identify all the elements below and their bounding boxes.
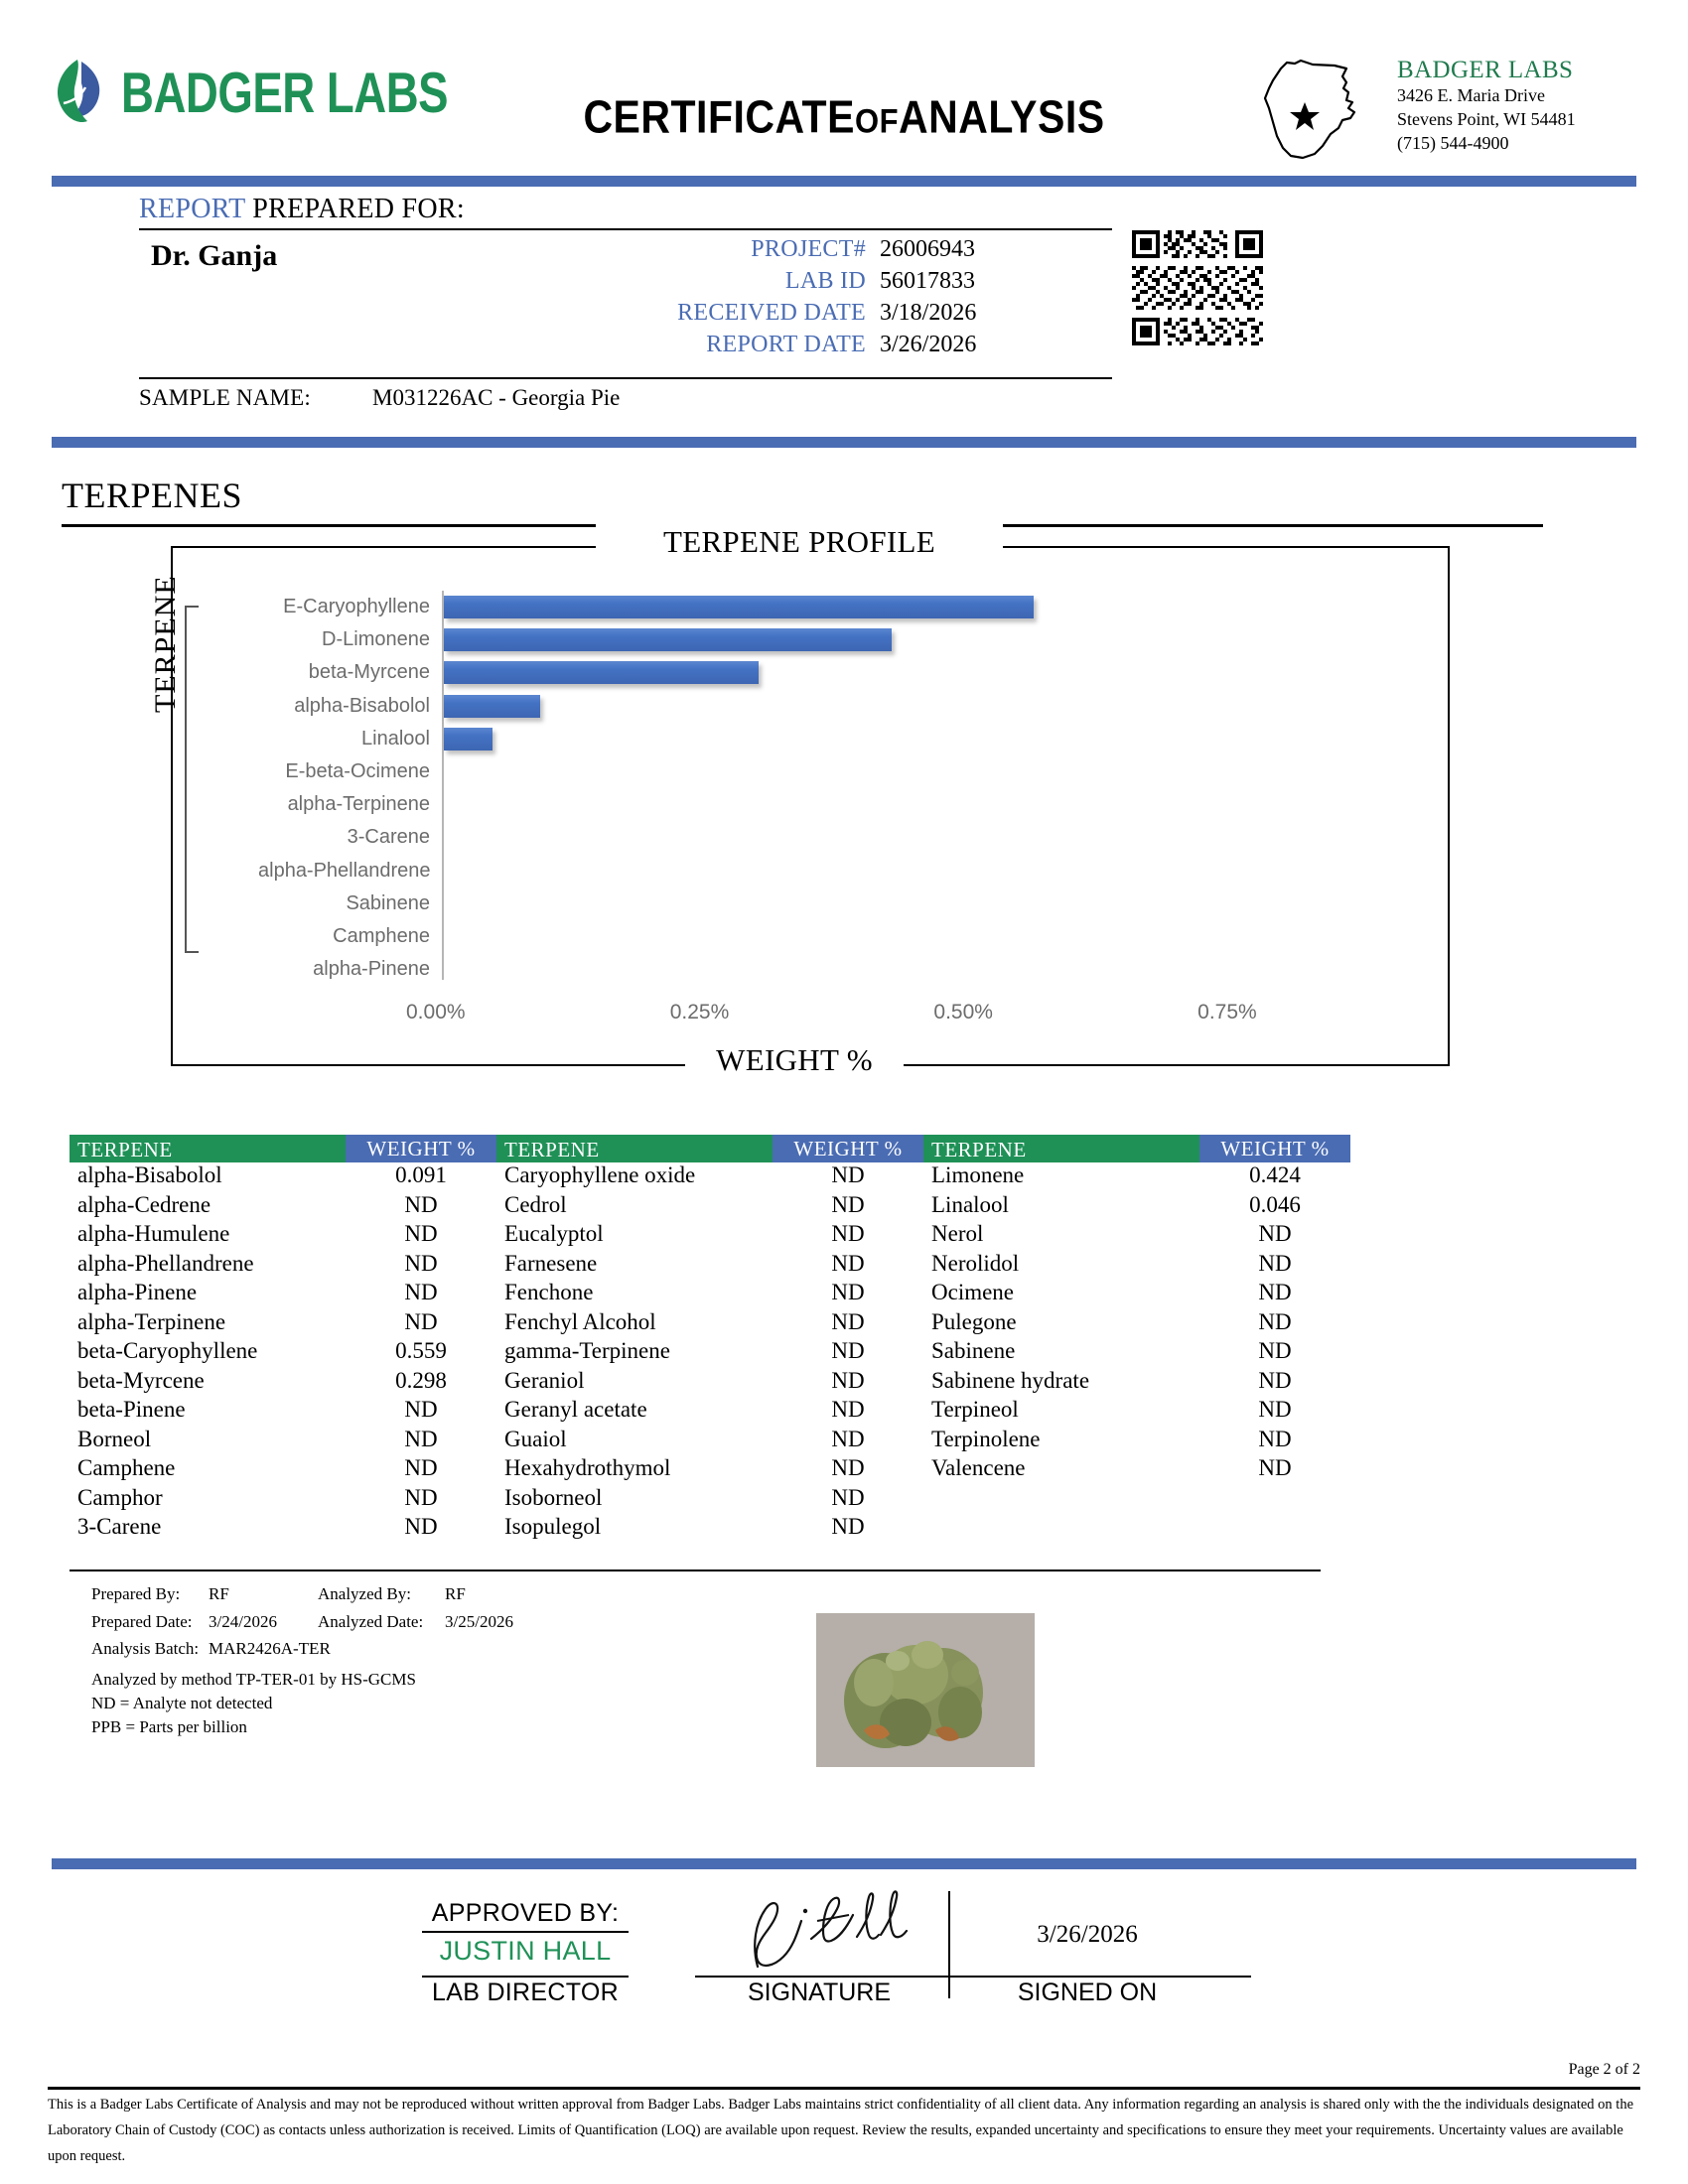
- table-bottom-rule: [70, 1570, 1321, 1571]
- cell-terpene-name: Caryophyllene oxide: [504, 1162, 696, 1187]
- meta-row: [596, 332, 976, 363]
- sample-photo: [816, 1613, 1035, 1767]
- cell-terpene-name: alpha-Cedrene: [77, 1191, 211, 1217]
- cell-weight-value: 0.559: [395, 1338, 447, 1363]
- note-label-batch: Analysis Batch:: [91, 1639, 200, 1659]
- chart-x-tick-labels: [258, 1001, 1390, 1030]
- chart-bar-row: [258, 690, 1390, 723]
- table-row: [70, 1397, 1350, 1427]
- meta-row: [596, 268, 976, 300]
- cell-weight-value: ND: [404, 1308, 438, 1334]
- cell-weight-value: ND: [831, 1308, 865, 1334]
- chart-x-axis-title: WEIGHT %: [685, 1042, 904, 1078]
- sample-name-rule: [139, 377, 1112, 379]
- chart-bar-row: [258, 953, 1390, 986]
- cell-weight-value: ND: [1258, 1338, 1292, 1363]
- chart-x-tick: 0.00%: [406, 1001, 466, 1024]
- meta-row: [596, 300, 976, 332]
- chart-category-label: Camphene: [333, 925, 430, 947]
- cell-weight-value: ND: [831, 1338, 865, 1363]
- chart-bar-row: [258, 788, 1390, 821]
- cell-weight-value: 0.046: [1249, 1191, 1301, 1217]
- cell-weight-value: ND: [831, 1367, 865, 1393]
- chart-bar: [444, 695, 540, 718]
- column-header-weight: WEIGHT %: [346, 1135, 496, 1162]
- cell-terpene-name: gamma-Terpinene: [504, 1338, 670, 1363]
- cell-terpene-name: Nerolidol: [931, 1250, 1020, 1276]
- cell-terpene-name: Sabinene hydrate: [931, 1367, 1090, 1393]
- title-word-analysis: ANALYSIS: [899, 91, 1105, 143]
- chart-category-label: E-beta-Ocimene: [285, 760, 430, 782]
- table-row: [70, 1455, 1350, 1485]
- meta-label-received-date: RECEIVED DATE: [677, 300, 866, 326]
- approved-by-label: APPROVED BY:: [431, 1899, 620, 1927]
- cell-terpene-name: Cedrol: [504, 1191, 567, 1217]
- chart-frame-top-left: [171, 546, 598, 548]
- cell-weight-value: ND: [831, 1455, 865, 1480]
- chart-category-label: alpha-Pinene: [313, 958, 430, 981]
- chart-bar-row: [258, 755, 1390, 788]
- signature-label: SIGNATURE: [748, 1979, 891, 2006]
- meta-value-received-date: 3/18/2026: [880, 300, 977, 326]
- cell-weight-value: ND: [404, 1280, 438, 1304]
- cell-terpene-name: Guaiol: [504, 1426, 567, 1451]
- prepared-for-rule: [139, 228, 1112, 230]
- cell-terpene-name: Pulegone: [931, 1308, 1017, 1334]
- cell-weight-value: ND: [1258, 1280, 1292, 1304]
- cell-weight-value: ND: [1258, 1455, 1292, 1480]
- signature-divider: [948, 1891, 950, 1998]
- chart-category-label: D-Limonene: [322, 628, 430, 651]
- chart-category-label: alpha-Bisabolol: [294, 694, 430, 717]
- meta-row: [596, 236, 976, 268]
- note-value-analyzed-date: 3/25/2026: [445, 1611, 513, 1631]
- qr-code[interactable]: [1132, 230, 1283, 357]
- cell-terpene-name: Camphene: [77, 1455, 176, 1480]
- header-divider-bar: [52, 176, 1636, 187]
- cell-terpene-name: Sabinene: [931, 1338, 1016, 1363]
- prepared-for-heading: [139, 194, 1112, 225]
- cell-weight-value: ND: [404, 1397, 438, 1422]
- table-row: [70, 1514, 1350, 1544]
- meta-value-project: 26006943: [880, 236, 975, 262]
- chart-category-label: alpha-Phellandrene: [258, 859, 431, 882]
- cell-terpene-name: alpha-Pinene: [77, 1280, 198, 1304]
- cell-terpene-name: alpha-Phellandrene: [77, 1250, 254, 1276]
- terpene-results-table: [70, 1135, 1350, 1544]
- chart-bar-row: [258, 821, 1390, 854]
- column-header-terpene: TERPENE: [496, 1135, 773, 1162]
- column-header-weight: WEIGHT %: [1199, 1135, 1350, 1162]
- note-row-batch: [91, 1635, 513, 1663]
- meta-value-report-date: 3/26/2026: [880, 332, 977, 357]
- cell-weight-value: ND: [404, 1426, 438, 1451]
- chart-frame-top-right: [1003, 546, 1450, 548]
- chart-category-label: Linalool: [361, 727, 430, 750]
- note-row-prepared-date: [91, 1608, 513, 1636]
- chart-bar-row: [258, 723, 1390, 755]
- prepared-for-word-report: REPORT: [139, 194, 245, 224]
- table-row: [70, 1485, 1350, 1515]
- cell-terpene-name: alpha-Terpinene: [77, 1308, 226, 1334]
- table-header-group-2: [496, 1135, 923, 1162]
- table-row: [70, 1162, 1350, 1192]
- cell-terpene-name: 3-Carene: [77, 1514, 162, 1539]
- title-word-of: OF: [854, 101, 900, 141]
- table-header-group-1: [70, 1135, 496, 1162]
- chart-category-label: E-Caryophyllene: [283, 596, 430, 617]
- address-line-1: 3426 E. Maria Drive: [1397, 85, 1545, 105]
- cell-terpene-name: alpha-Bisabolol: [77, 1162, 222, 1187]
- meta-label-report-date: REPORT DATE: [706, 332, 866, 357]
- table-row: [70, 1368, 1350, 1398]
- table-row: [70, 1309, 1350, 1339]
- chart-bar-row: [258, 920, 1390, 953]
- address-line-2: Stevens Point, WI 54481: [1397, 108, 1576, 129]
- note-value-analyzed-by: RF: [445, 1584, 466, 1603]
- chart-y-axis-title: TERPENE: [149, 575, 182, 713]
- signed-on-label: SIGNED ON: [1017, 1979, 1158, 2006]
- cell-weight-value: ND: [1258, 1308, 1292, 1334]
- note-value-prepared-by: RF: [209, 1584, 229, 1603]
- cell-weight-value: ND: [404, 1191, 438, 1217]
- sample-name-row: [139, 385, 620, 411]
- cell-terpene-name: Eucalyptol: [504, 1221, 604, 1246]
- cell-terpene-name: Borneol: [77, 1426, 152, 1451]
- chart-bar: [444, 661, 759, 684]
- section-heading-terpenes: TERPENES: [62, 476, 243, 515]
- chart-x-tick: 0.75%: [1197, 1001, 1257, 1024]
- y-axis-bracket-top: [185, 606, 199, 608]
- cell-weight-value: ND: [1258, 1221, 1292, 1246]
- note-row-prepared-by: [91, 1580, 513, 1608]
- chart-title: TERPENE PROFILE: [596, 524, 1003, 560]
- chart-bar-row: [258, 855, 1390, 887]
- y-axis-bracket: [185, 606, 187, 953]
- note-ppb-definition: PPB = Parts per billion: [91, 1717, 247, 1737]
- cell-terpene-name: Fenchone: [504, 1280, 594, 1304]
- table-row: [70, 1251, 1350, 1281]
- meta-label-lab-id: LAB ID: [784, 268, 866, 294]
- brand-name: BADGER LABS: [121, 62, 449, 125]
- cell-weight-value: ND: [831, 1484, 865, 1510]
- cell-weight-value: 0.298: [395, 1367, 447, 1393]
- cell-terpene-name: Nerol: [931, 1221, 984, 1246]
- cell-weight-value: ND: [831, 1191, 865, 1217]
- cell-terpene-name: Terpineol: [931, 1397, 1019, 1422]
- note-label-analyzed-by: Analyzed By:: [318, 1584, 411, 1603]
- column-header-terpene: TERPENE: [923, 1135, 1199, 1162]
- cell-weight-value: ND: [831, 1514, 865, 1539]
- column-header-terpene: TERPENE: [70, 1135, 346, 1162]
- cell-weight-value: ND: [1258, 1367, 1292, 1393]
- chart-x-tick: 0.25%: [669, 1001, 730, 1024]
- cell-terpene-name: alpha-Humulene: [77, 1221, 230, 1246]
- analysis-definitions-block: [91, 1668, 416, 1739]
- page-number: Page 2 of 2: [1568, 2061, 1640, 2078]
- table-row: [70, 1221, 1350, 1251]
- approval-divider-bar: [52, 1858, 1636, 1869]
- chart-category-label: Sabinene: [346, 891, 430, 914]
- title-word-certificate: CERTIFICATE: [583, 91, 855, 143]
- cell-terpene-name: Linalool: [931, 1191, 1009, 1217]
- table-header-group-3: [923, 1135, 1350, 1162]
- cell-terpene-name: Isoborneol: [504, 1484, 603, 1510]
- sample-name-value: M031226AC - Georgia Pie: [372, 385, 621, 410]
- chart-x-tick: 0.50%: [933, 1001, 993, 1024]
- note-nd-definition: ND = Analyte not detected: [91, 1694, 273, 1713]
- cell-terpene-name: Fenchyl Alcohol: [504, 1308, 656, 1334]
- table-row: [70, 1280, 1350, 1309]
- cell-weight-value: ND: [404, 1250, 438, 1276]
- footer-rule: [48, 2087, 1640, 2090]
- cell-terpene-name: Hexahydrothymol: [504, 1455, 671, 1480]
- lab-name: BADGER LABS: [1397, 57, 1574, 83]
- table-header-row: [70, 1135, 1350, 1162]
- chart-bar: [444, 596, 1034, 618]
- cell-terpene-name: Camphor: [77, 1484, 163, 1510]
- lab-phone: (715) 544-4900: [1397, 132, 1509, 153]
- cell-weight-value: ND: [1258, 1397, 1292, 1422]
- cell-terpene-name: Valencene: [931, 1455, 1026, 1480]
- sample-name-label: SAMPLE NAME:: [139, 385, 312, 410]
- table-body: [70, 1162, 1350, 1544]
- cell-weight-value: ND: [404, 1221, 438, 1246]
- cell-weight-value: 0.424: [1249, 1162, 1301, 1187]
- chart-bar-row: [258, 591, 1390, 623]
- chart-category-label: alpha-Terpinene: [287, 793, 430, 816]
- document-header: [0, 0, 1688, 179]
- approver-role: LAB DIRECTOR: [432, 1979, 619, 2006]
- y-axis-bracket-bottom: [185, 951, 199, 953]
- chart-category-label: beta-Myrcene: [308, 661, 430, 684]
- chart-bar: [444, 728, 492, 751]
- cell-weight-value: 0.091: [395, 1162, 447, 1187]
- chart-bar-row: [258, 656, 1390, 689]
- column-header-weight: WEIGHT %: [773, 1135, 923, 1162]
- section-divider-bar: [52, 437, 1636, 448]
- cell-weight-value: ND: [831, 1397, 865, 1422]
- chart-category-label: 3-Carene: [347, 826, 430, 849]
- cell-weight-value: ND: [1258, 1250, 1292, 1276]
- signature-rule: [695, 1976, 1251, 1978]
- cell-weight-value: ND: [404, 1484, 438, 1510]
- address-text: [1397, 57, 1576, 156]
- cell-weight-value: ND: [831, 1250, 865, 1276]
- note-label-prepared-by: Prepared By:: [91, 1584, 181, 1603]
- cell-terpene-name: beta-Caryophyllene: [77, 1338, 258, 1363]
- cell-terpene-name: beta-Pinene: [77, 1397, 186, 1422]
- chart-plot-area: [258, 591, 1390, 993]
- approved-by-rule: [422, 1931, 629, 1933]
- cell-weight-value: ND: [1258, 1426, 1292, 1451]
- client-name: Dr. Ganja: [151, 239, 278, 272]
- meta-label-project: PROJECT#: [751, 236, 866, 262]
- chart-bar-row: [258, 887, 1390, 920]
- cell-terpene-name: Geranyl acetate: [504, 1397, 647, 1422]
- cell-terpene-name: Limonene: [931, 1162, 1025, 1187]
- cell-terpene-name: Terpinolene: [931, 1426, 1041, 1451]
- chart-frame-bottom-right: [902, 1064, 1450, 1066]
- analysis-notes-block: [91, 1580, 513, 1663]
- chart-bar: [444, 628, 892, 651]
- note-value-batch: MAR2426A-TER: [209, 1639, 331, 1659]
- table-row: [70, 1192, 1350, 1222]
- footer-disclaimer: This is a Badger Labs Certificate of Analysis and may not be reproduced without written approval from Badger Labs. Badger Labs maintains strict confidentiality of all client data. Any information regarding an analysis is shared only with the the individuals designated on the Laboratory Chain of Custody (COC) as contacts unless authorization is received. Limits of Quantification (LOQ) are available upon request. Review the results, expanded uncertainty and specifications to ensure they meet your requirements. Uncertainty values are available upon request.: [48, 2097, 1634, 2164]
- signed-date-value: 3/26/2026: [1037, 1921, 1138, 1948]
- cell-weight-value: ND: [404, 1514, 438, 1539]
- chart-frame-bottom-left: [171, 1064, 687, 1066]
- cell-terpene-name: Farnesene: [504, 1250, 598, 1276]
- note-method: Analyzed by method TP-TER-01 by HS-GCMS: [91, 1670, 416, 1689]
- cell-weight-value: ND: [831, 1221, 865, 1246]
- table-row: [70, 1338, 1350, 1368]
- note-label-prepared-date: Prepared Date:: [91, 1611, 193, 1631]
- prepared-for-rest: PREPARED FOR:: [244, 194, 465, 224]
- approver-name: JUSTIN HALL: [439, 1936, 612, 1966]
- report-meta-table: [596, 236, 976, 363]
- table-row: [70, 1427, 1350, 1456]
- cell-terpene-name: Isopulegol: [504, 1514, 602, 1539]
- cell-weight-value: ND: [831, 1426, 865, 1451]
- cell-terpene-name: Geraniol: [504, 1367, 585, 1393]
- cell-terpene-name: beta-Myrcene: [77, 1367, 205, 1393]
- cell-weight-value: ND: [831, 1162, 865, 1187]
- approver-name-rule: [422, 1976, 629, 1978]
- note-label-analyzed-date: Analyzed Date:: [318, 1611, 424, 1631]
- signature-image: [740, 1881, 938, 1976]
- note-value-prepared-date: 3/24/2026: [209, 1611, 277, 1631]
- cell-terpene-name: Ocimene: [931, 1280, 1015, 1304]
- wisconsin-map-icon: [1243, 55, 1390, 166]
- chart-bar-row: [258, 623, 1390, 656]
- lab-address-block: [1243, 55, 1640, 164]
- cell-weight-value: ND: [831, 1280, 865, 1304]
- meta-value-lab-id: 56017833: [880, 268, 975, 294]
- cell-weight-value: ND: [404, 1455, 438, 1480]
